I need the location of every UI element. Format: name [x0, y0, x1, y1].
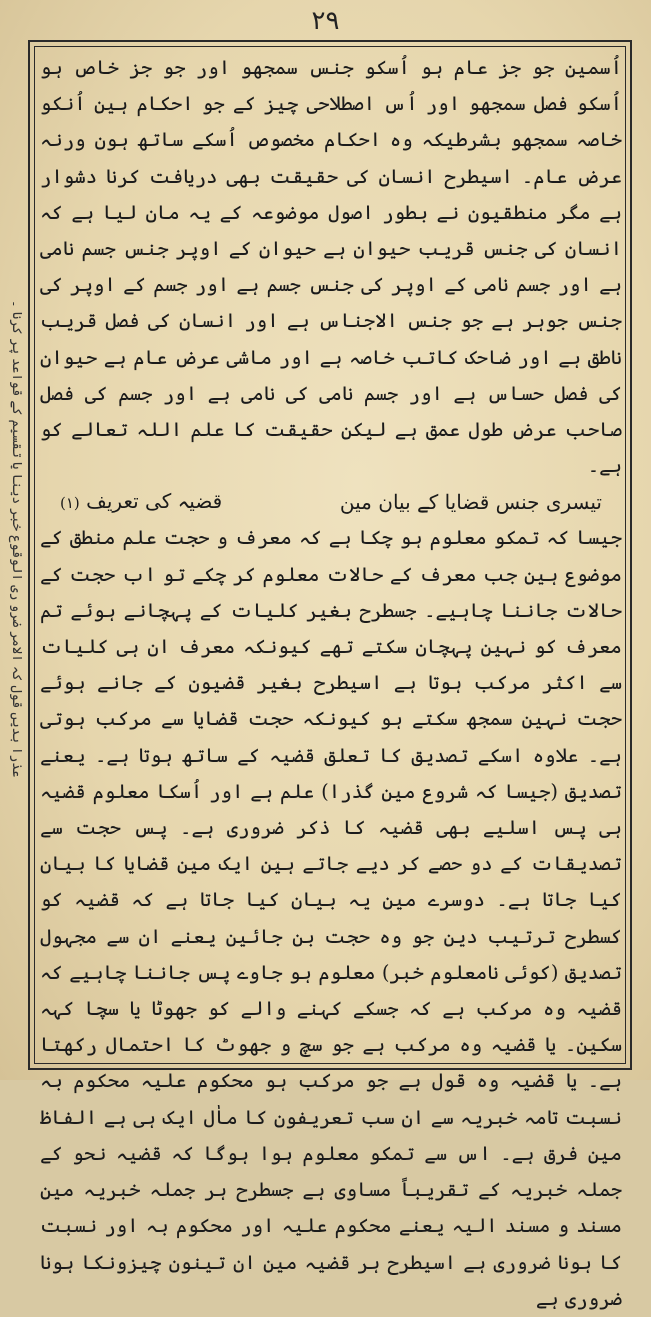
margin-annotation: عذرا بدیں قول کہ الامر ضرو ری الوقوع خبر دینا یا تقسیم کے قواعد پر کرنا ۔: [9, 300, 24, 778]
paragraph-proposition: جیسا کہ تمکو معلوم ہو چکا ہے کہ معرف و حجت علم منطق کے موضوع ہین جب معرف کے حالات معلوم کر چکے تو اب حجت کے حالات جاننا چاہیے۔ جسطرح بغیر کلیات کے پہچانے ہوئے تم معرف کو نہین پہچان سکتے تھے کیونکہ معرف ان ہی کلیات سے اکثر مرکب ہوتا ہے اسیطرح بغیر قضیون کے جانے ہوئے حجت نہین سمجھ سکتے ہو کیونکہ حجت قضایا سے مرکب ہوتی ہے۔ علاوہ اسکے تصدیق کا تعلق قضیہ کے ساتھ ہوتا ہے۔ یعنے تصدیق (جیسا کہ شروع مین گذرا) علم ہے اور اُسکا معلوم قضیہ ہی پس اسلیے بھی قضیہ کا ذکر ضروری ہے۔ پس حجت سے تصدیقات کے دو حصے کر دیے جاتے ہین ایک مین قضایا کا بیان کیا جاتا ہے۔ دوسرے مین یہ بیان کیا جاتا ہے کہ قضیہ کو کسطرح ترتیب دین جو وہ حجت بن جائین یعنے ان سے مجہول تصدیق (کوئی نامعلوم خبر) معلوم ہو جاوے پس جاننا چاہیے کہ قضیہ وہ مرکب ہے کہ جسکے کہنے والے کو جھوٹا یا سچا کہہ سکین۔ یا قضیہ وہ مرکب ہے جو سچ و جھوٹ کا احتمال رکھتا ہے۔ یا قضیہ وہ قول ہے جو مرکب ہو محکوم علیہ محکوم بہ نسبت تامہ خبریہ سے ان سب تعریفون کا ماٰل ایک ہی ہے الفاظ مین فرق ہے۔ اس سے تمکو معلوم ہوا ہوگا کہ قضیہ نحو کے جملہ خبریہ کے تقریباً مساوی ہے جسطرح ہر جملہ خبریہ مین مسند و مسند الیہ یعنے محکوم علیہ اور محکوم بہ اور نسبت کا ہونا ضروری ہے اسیطرح ہر قضیہ مین ان تینون چیزونکا ہونا ضروری ہے: [40, 526, 622, 1310]
page-number: ٢٩: [311, 6, 340, 36]
section-heading: [40, 484, 622, 520]
paragraph-genus: اُسمین جو جز عام ہو اُسکو جنس سمجھو اور جو جز خاص ہو اُسکو فصل سمجھو اور اُس اصطلاحی چیز کے جو احکام ہین اُنکو خاصہ سمجھو بشرطیکہ وہ احکام مخصوص اُسکے ساتھ ہون ورنہ عرض عام۔ اسیطرح انسان کی حقیقت بھی دریافت کرنا دشوار ہے مگر منطقیون نے بطور اصول موضوعہ کے یہ مان لیا ہے کہ انسان کی جنس قریب حیوان ہے حیوان کے اوپر جنس جسم نامی ہے اور جسم نامی کے اوپر کی جنس جسم ہے اور جسم کے اوپر کی جنس جوہر ہے جو جنس الاجناس ہے اور انسان کی فصل قریب ناطق ہے اور ضاحک کاتب خاصہ ہے اور ماشی عرض عام ہے حیوان کی فصل حساس ہے اور جسم نامی کی نامی ہے اور جسم کی فصل صاحب عرض طول عمق ہے لیکن حقیقت کا علم اللہ تعالے کو ہے۔: [40, 56, 622, 478]
heading-definition: [60, 483, 222, 521]
heading-title: تیسری جنس قضایا کے بیان مین: [339, 490, 602, 515]
body-text: [40, 50, 622, 1317]
heading-note-number: (١): [60, 494, 80, 513]
heading-definition-label: قضیہ کی تعریف: [86, 489, 223, 514]
